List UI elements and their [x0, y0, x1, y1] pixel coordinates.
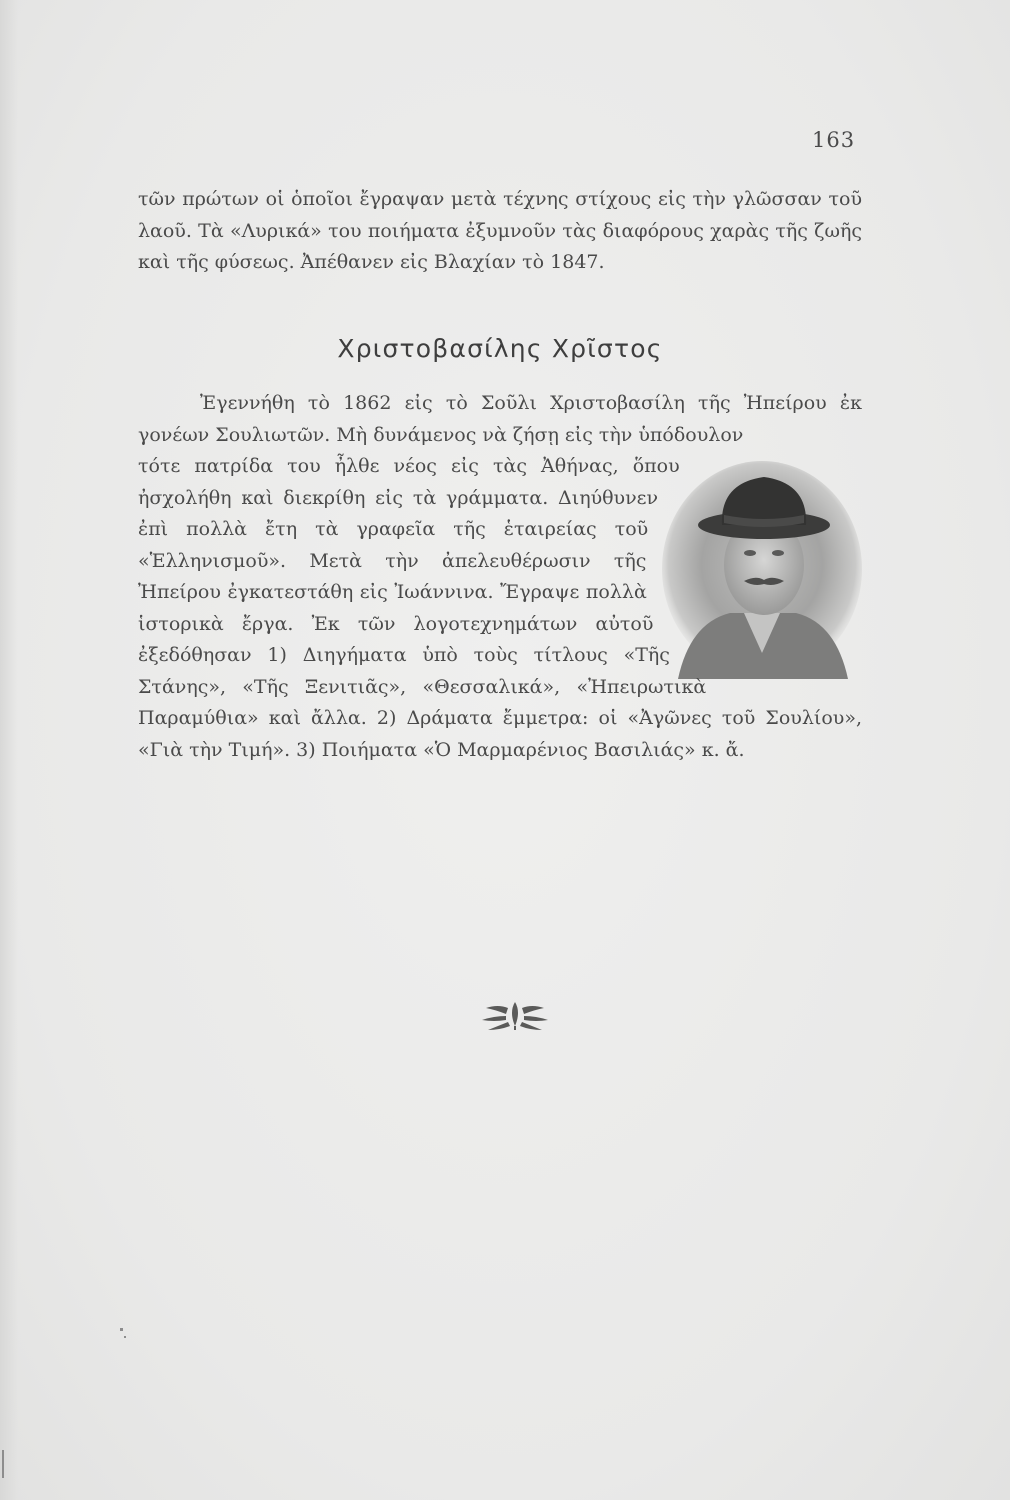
page-number: 163	[812, 128, 856, 152]
portrait-icon	[660, 453, 864, 679]
floral-ornament-icon	[478, 996, 552, 1032]
entry-body-text: τότε πατρίδα του ἦλθε νέος εἰς τὰς Ἀθήνας, ὅπου ἠσχολήθη καὶ διεκρίθη εἰς τὰ γράμματα. Διηύθυνεν ἐπὶ πολλὰ ἔτη τὰ γραφεῖα τῆς ἑταιρείας τοῦ «Ἑλληνισμοῦ». Μετὰ τὴν ἀπελευθέρωσιν τῆς Ἠπείρου ἐγκατεστάθη εἰς Ἰωάννινα. Ἔγραψε πολλὰ ἱστορικὰ ἔργα. Ἐκ τῶν λογοτεχνημάτων αὐτοῦ ἐξεδόθησαν 1) Διηγήματα ὑπὸ τοὺς τίτλους «Τῆς Στάνης», «Τῆς Ξενιτιᾶς», «Θεσσαλικά», «Ἠπειρωτικὰ Παραμύθια» καὶ ἄλλα. 2) Δράματα ἔμμετρα: οἱ «Ἀγῶνες τοῦ Σουλίου», «Γιὰ τὴν Τιμή». 3) Ποιήματα «Ὁ Μαρμαρένιος Βασιλιάς» κ. ἄ.	[138, 455, 862, 761]
scan-speck	[120, 1328, 123, 1331]
entry-heading: Χριστοβασίλης Χρῖστος	[337, 334, 663, 363]
entry-first-lines: Ἐγεννήθη τὸ 1862 εἰς τὸ Σοῦλι Χριστοβασίλη τῆς Ἠπείρου ἐκ γονέων Σουλιωτῶν. Μὴ δυνάμενος νὰ ζήσῃ εἰς τὴν ὑπόδουλον	[138, 392, 862, 446]
scan-speck	[124, 1336, 126, 1338]
page-edge-shadow	[0, 0, 18, 1500]
entry-body	[138, 388, 862, 766]
intro-paragraph: τῶν πρώτων οἱ ὁποῖοι ἔγραψαν μετὰ τέχνης στίχους εἰς τὴν γλῶσσαν τοῦ λαοῦ. Τὰ «Λυρικά» του ποιήματα ἐξυμνοῦν τὰς διαφόρους χαρὰς τῆς ζωῆς καὶ τῆς φύσεως. Ἀπέθανεν εἰς Βλαχίαν τὸ 1847.	[138, 188, 862, 273]
margin-mark	[2, 1450, 4, 1478]
